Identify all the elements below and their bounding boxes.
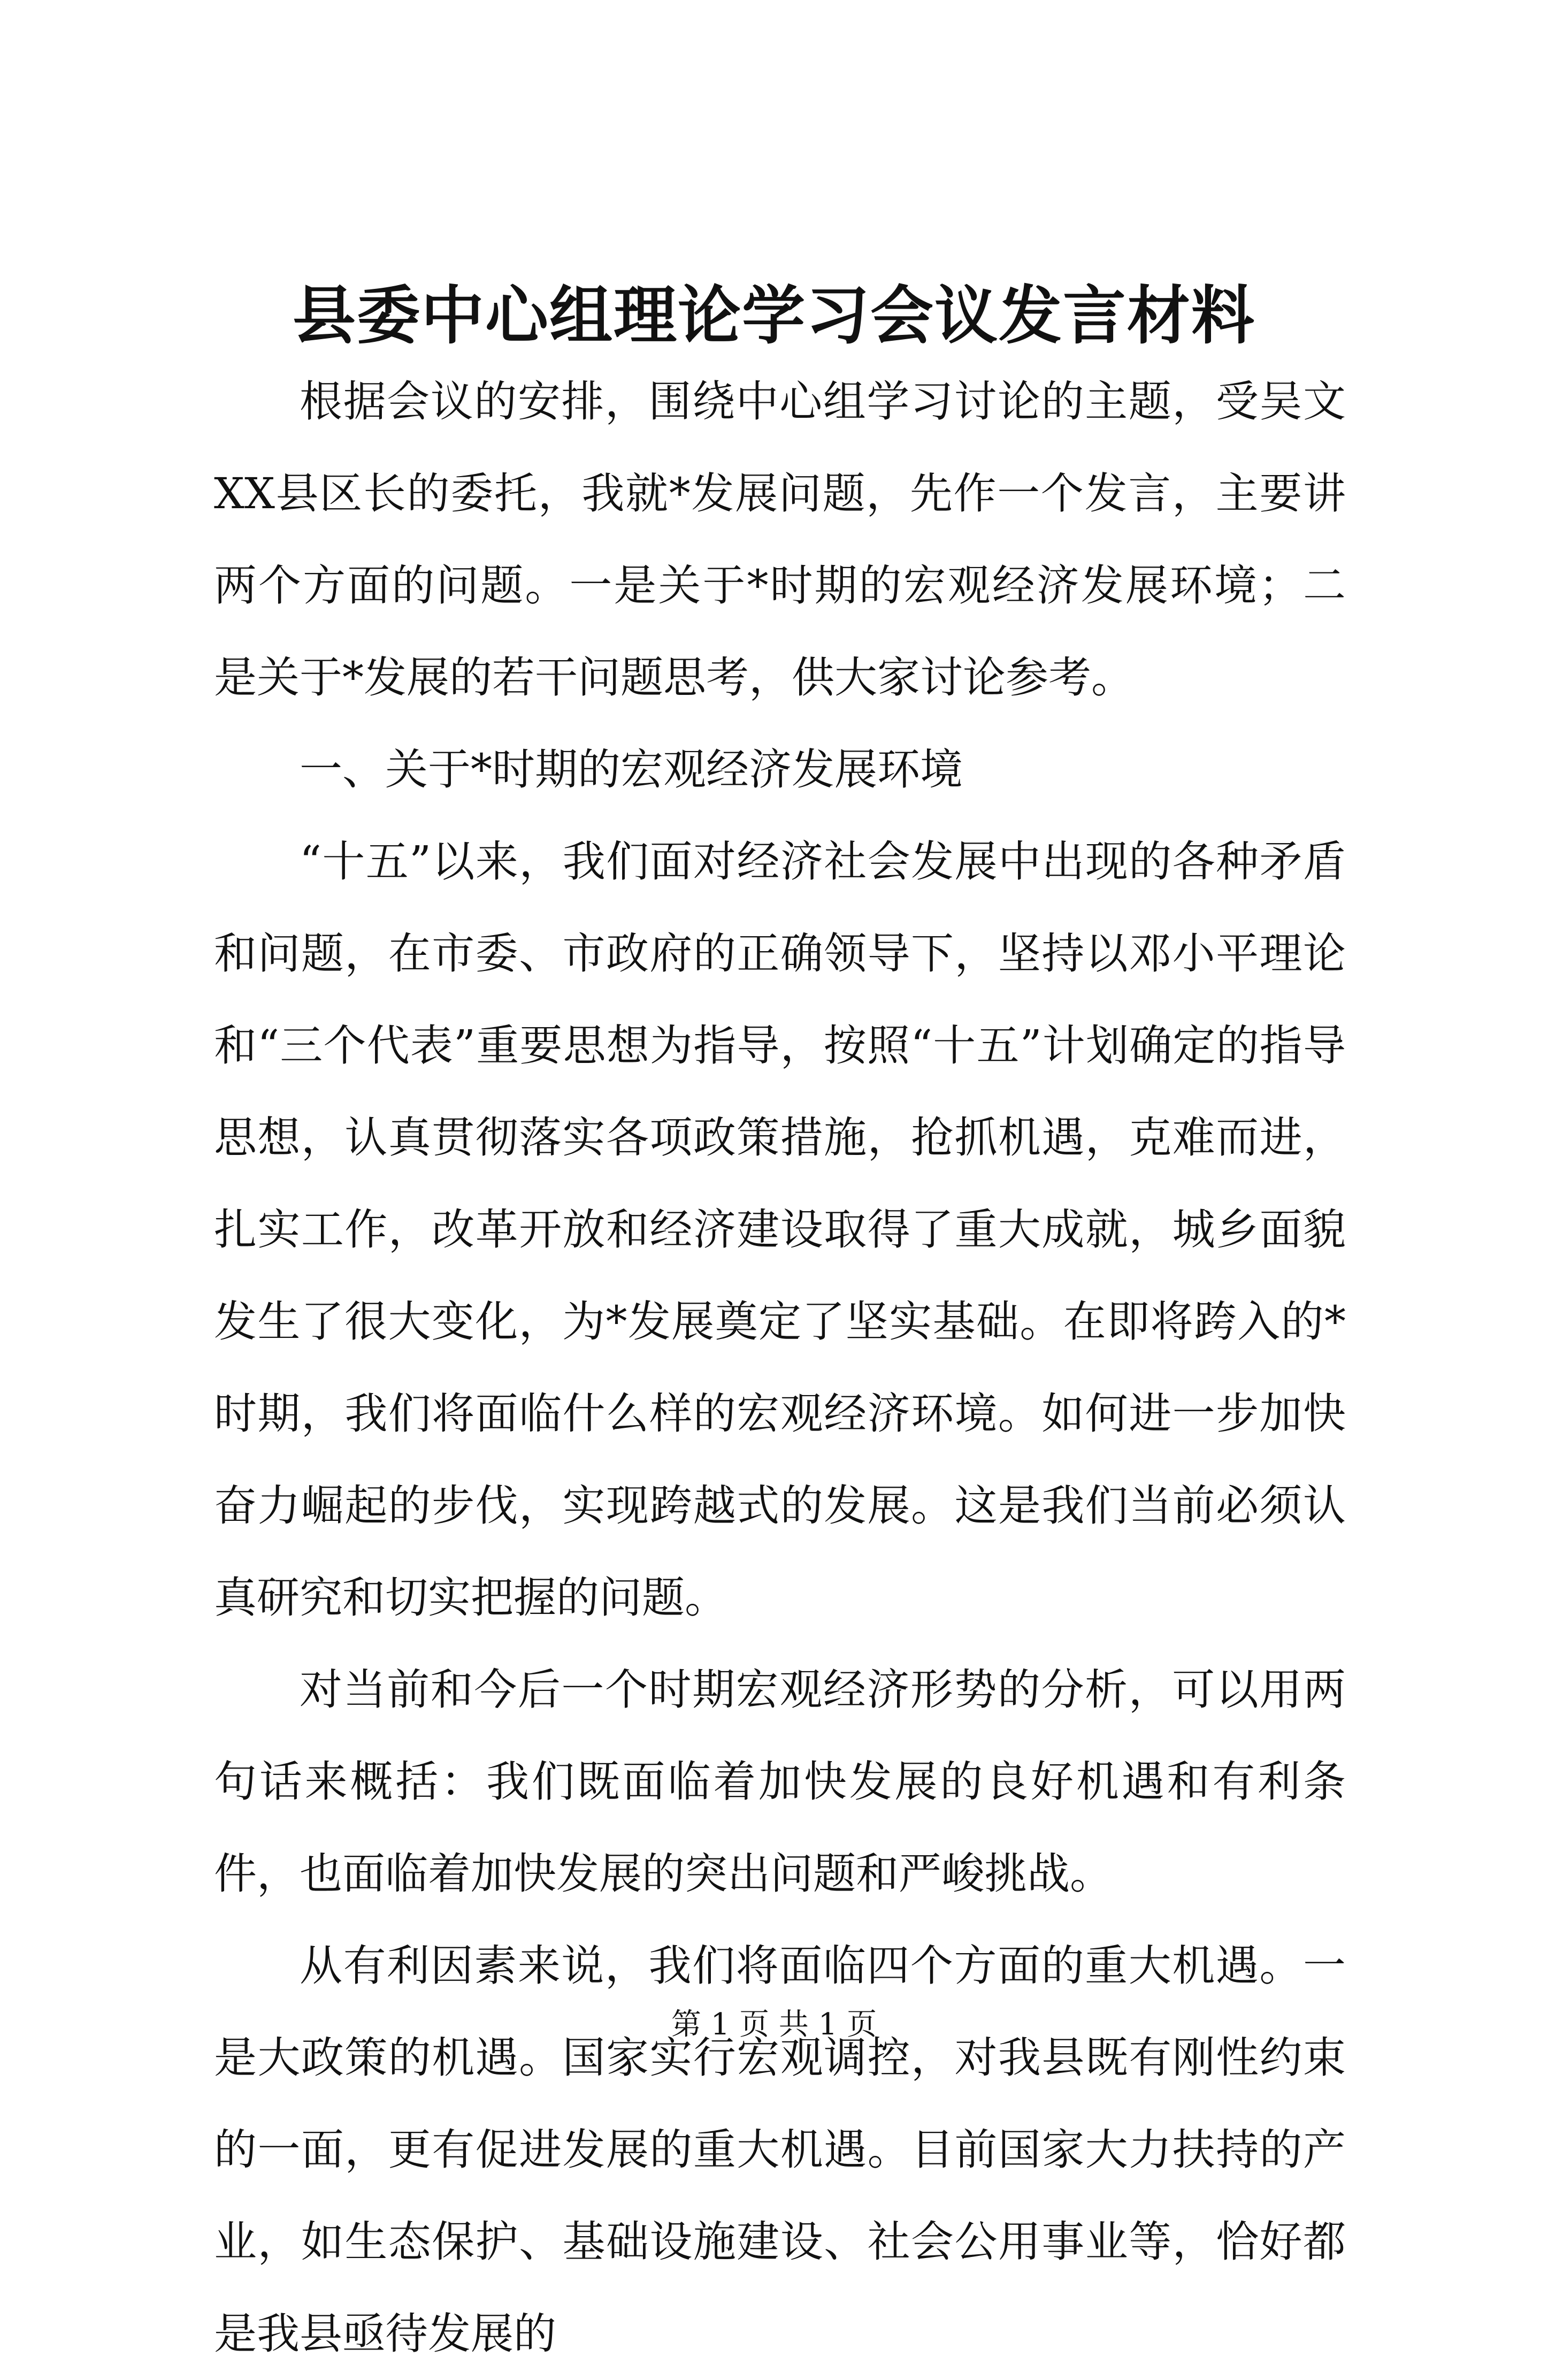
document-body xyxy=(214,356,1346,2380)
paragraph-analysis: 对当前和今后一个时期宏观经济形势的分析，可以用两句话来概括：我们既面临着加快发展的良好机遇和有利条件，也面临着加快发展的突出问题和严峻挑战。 xyxy=(214,1665,1346,1899)
section-heading-1: 一、关于*时期的宏观经济发展环境 xyxy=(300,745,963,794)
paragraph-intro: 根据会议的安排，围绕中心组学习讨论的主题，受吴文XX县区长的委托，我就*发展问题，先作一个发言，主要讲两个方面的问题。一是关于*时期的宏观经济发展环境；二是关于*发展的若干问题思考，供大家讨论参考。 xyxy=(214,377,1346,702)
paragraph-opportunities: 从有利因素来说，我们将面临四个方面的重大机遇。一是大政策的机遇。国家实行宏观调控，对我县既有刚性约束的一面，更有促进发展的重大机遇。目前国家大力扶持的产业，如生态保护、基础设施建设、社会公用事业等，恰好都是我县亟待发展的 xyxy=(214,1941,1346,2359)
document-title: 县委中心组理论学习会议发言材料 xyxy=(292,278,1255,353)
page-footer: 第 1 页 共 1 页 xyxy=(671,2007,877,2042)
paragraph-review: “十五”以来，我们面对经济社会发展中出现的各种矛盾和问题，在市委、市政府的正确领导下，坚持以邓小平理论和“三个代表”重要思想为指导，按照“十五”计划确定的指导思想，认真贯彻落实各项政策措施，抢抓机遇，克难而进，扎实工作，改革开放和经济建设取得了重大成就，城乡面貌发生了很大变化，为*发展奠定了坚实基础。在即将跨入的*时期，我们将面临什么样的宏观经济环境。如何进一步加快奋力崛起的步伐，实现跨越式的发展。这是我们当前必须认真研究和切实把握的问题。 xyxy=(214,837,1346,1623)
